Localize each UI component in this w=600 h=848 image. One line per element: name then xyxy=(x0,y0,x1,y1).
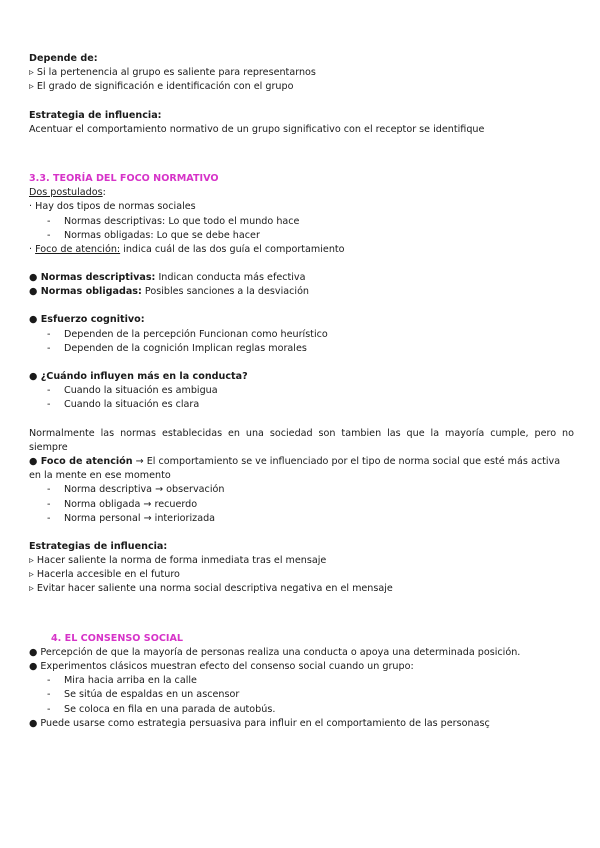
dash-marker: - xyxy=(47,229,51,241)
cuando-title: ● ¿Cuándo influyen más en la conducta? xyxy=(29,371,248,382)
dash-marker: - xyxy=(47,484,51,496)
foco-atencion-line xyxy=(29,455,574,469)
document-page xyxy=(29,52,574,731)
strategy-item: ▹ Hacerla accesible en el futuro xyxy=(29,569,180,581)
list-item-text: Norma personal → interiorizada xyxy=(64,512,216,524)
list-item xyxy=(29,328,574,342)
section-heading-foco-normativo: 3.3. TEORÍA DEL FOCO NORMATIVO xyxy=(29,172,219,184)
list-item-text: Cuando la situación es clara xyxy=(64,399,200,411)
list-item xyxy=(29,483,574,497)
dash-marker: - xyxy=(47,385,51,397)
arrow-glyph: → xyxy=(132,455,147,467)
dash-marker: - xyxy=(47,703,51,715)
dash-marker: - xyxy=(47,689,51,701)
bullet-term: ● Normas obligadas: xyxy=(29,286,142,298)
list-item-text: Se coloca en fila en una parada de autobús. xyxy=(64,703,276,715)
list-item-text: Dependen de la cognición Implican reglas morales xyxy=(64,342,307,354)
paragraph-line: siempre xyxy=(29,441,68,453)
dash-marker: - xyxy=(47,215,51,227)
strategies-title: Estrategias de influencia: xyxy=(29,540,168,552)
paragraph-line: Normalmente las normas establecidas en una sociedad son tambien las que la mayoría cumple, pero no xyxy=(29,427,574,439)
consenso-bullet: ● Experimentos clásicos muestran efecto del consenso social cuando un grupo: xyxy=(29,661,414,672)
postulados-line xyxy=(29,186,574,200)
list-item-text: Mira hacia arriba en la calle xyxy=(64,675,197,687)
list-item xyxy=(29,674,574,688)
list-item-text: Normas descriptivas: Lo que todo el mundo hace xyxy=(64,215,300,227)
list-item-text: Se sitúa de espaldas en un ascensor xyxy=(64,689,240,701)
bullet-text: Posibles sanciones a la desviación xyxy=(141,286,310,298)
bullet-normas-obligadas xyxy=(29,285,574,299)
postulado-2-text: indica cuál de las dos guía el comportamiento xyxy=(120,243,345,255)
list-item-text: Norma obligada → recuerdo xyxy=(64,498,198,510)
depends-title: Depende de: xyxy=(29,53,98,64)
dash-marker: - xyxy=(47,328,51,340)
list-item xyxy=(29,342,574,356)
list-item-text: Cuando la situación es ambigua xyxy=(64,385,218,397)
dash-marker: - xyxy=(47,399,51,411)
esfuerzo-title: ● Esfuerzo cognitivo: xyxy=(29,314,145,326)
list-item xyxy=(29,512,574,526)
list-item xyxy=(29,498,574,512)
bullet-text: Indican conducta más efectiva xyxy=(155,272,306,284)
bullet-normas-descriptivas xyxy=(29,271,574,285)
postulado-1: · Hay dos tipos de normas sociales xyxy=(29,201,196,213)
foco-term: ● Foco de atención xyxy=(29,455,133,467)
list-item xyxy=(29,229,574,243)
dash-marker: - xyxy=(47,498,51,510)
foco-text: El comportamiento se ve influenciado por el tipo de norma social que esté más activa xyxy=(146,455,561,467)
list-item-text: Norma descriptiva → observación xyxy=(64,484,225,496)
consenso-bullet: ● Percepción de que la mayoría de personas realiza una conducta o apoya una determinada posición. xyxy=(29,646,521,658)
section-heading-consenso-social: 4. EL CONSENSO SOCIAL xyxy=(51,632,184,644)
list-item xyxy=(29,398,574,412)
depends-item: ▹ Si la pertenencia al grupo es saliente para representarnos xyxy=(29,67,316,79)
postulados-colon: : xyxy=(102,187,106,199)
postulado-2-term: Foco de atención: xyxy=(35,243,121,255)
bullet-term: ● Normas descriptivas: xyxy=(29,272,156,284)
strategy-title: Estrategia de influencia: xyxy=(29,109,162,121)
postulado-2-prefix: · xyxy=(29,243,36,255)
list-item xyxy=(29,384,574,398)
list-item xyxy=(29,688,574,702)
postulados-title: Dos postulados xyxy=(29,187,103,199)
list-item xyxy=(29,215,574,229)
dash-marker: - xyxy=(47,675,51,687)
strategy-item: ▹ Evitar hacer saliente una norma social descriptiva negativa en el mensaje xyxy=(29,583,393,595)
dash-marker: - xyxy=(47,342,51,354)
list-item xyxy=(29,703,574,717)
foco-atencion-line-2: en la mente en ese momento xyxy=(29,470,171,482)
consenso-bullet: ● Puede usarse como estrategia persuasiva para influir en el comportamiento de las personasç xyxy=(29,717,490,729)
strategy-item: ▹ Hacer saliente la norma de forma inmediata tras el mensaje xyxy=(29,555,327,567)
postulado-2 xyxy=(29,243,574,257)
list-item-text: Normas obligadas: Lo que se debe hacer xyxy=(64,229,260,241)
strategy-text: Acentuar el comportamiento normativo de un grupo significativo con el receptor se identifique xyxy=(29,123,485,135)
depends-item: ▹ El grado de significación e identificación con el grupo xyxy=(29,81,294,93)
dash-marker: - xyxy=(47,512,51,524)
list-item-text: Dependen de la percepción Funcionan como heurístico xyxy=(64,328,328,340)
